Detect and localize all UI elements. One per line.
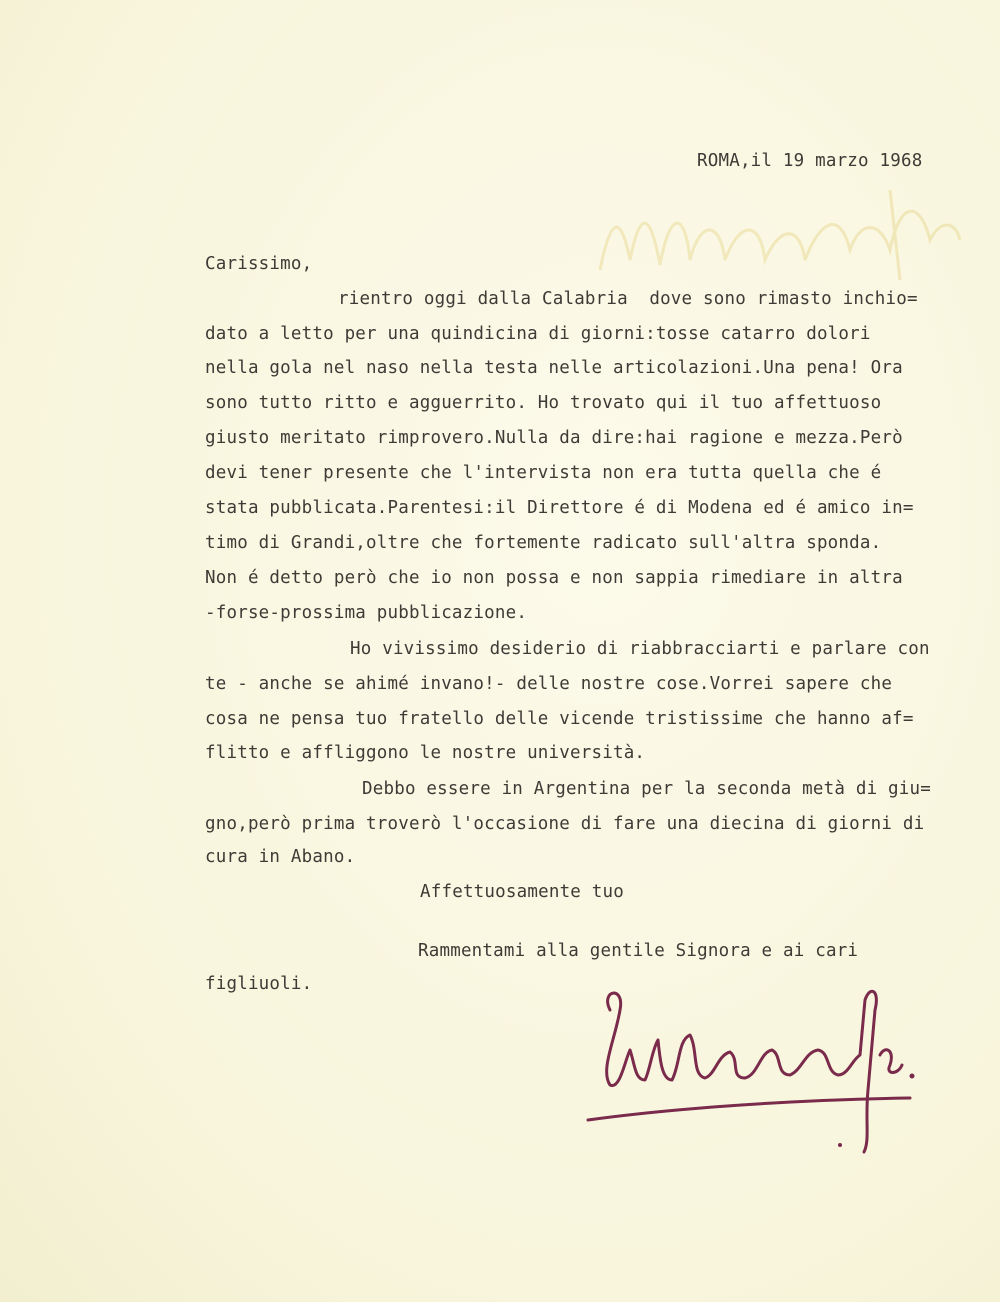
body-line-2: dato a letto per una quindicina di giorni:tosse catarro dolori <box>205 324 871 344</box>
postscript-line-1: Rammentami alla gentile Signora e ai cari <box>418 941 859 961</box>
body-line-9: Non é detto però che io non possa e non sappia rimediare in altra <box>205 568 903 588</box>
body-line-12: te - anche se ahimé invano!- delle nostre cose.Vorrei sapere che <box>205 674 893 694</box>
body-line-15: Debbo essere in Argentina per la seconda metà di giu= <box>362 779 932 799</box>
body-line-6: devi tener presente che l'intervista non era tutta quella che é <box>205 463 882 483</box>
body-line-16: gno,però prima troverò l'occasione di fare una diecina di giorni di <box>205 814 925 834</box>
body-line-8: timo di Grandi,oltre che fortemente radicato sull'altra sponda. <box>205 533 882 553</box>
closing: Affettuosamente tuo <box>420 882 624 902</box>
body-line-14: flitto e affliggono le nostre università. <box>205 743 646 763</box>
body-line-13: cosa ne pensa tuo fratello delle vicende tristissime che hanno af= <box>205 709 914 729</box>
body-line-5: giusto meritato rimprovero.Nulla da dire:hai ragione e mezza.Però <box>205 428 903 448</box>
body-line-17: cura in Abano. <box>205 847 356 867</box>
body-line-3: nella gola nel naso nella testa nelle articolazioni.Una pena! Ora <box>205 358 903 378</box>
salutation: Carissimo, <box>205 254 313 274</box>
handwritten-signature <box>580 980 940 1160</box>
watermark-signature <box>590 180 970 300</box>
body-line-7: stata pubblicata.Parentesi:il Direttore é di Modena ed é amico in= <box>205 498 914 518</box>
body-line-1: rientro oggi dalla Calabria dove sono rimasto inchio= <box>338 289 918 309</box>
body-line-10: -forse-prossima pubblicazione. <box>205 603 528 623</box>
body-line-11: Ho vivissimo desiderio di riabbracciarti e parlare con <box>350 639 930 659</box>
dateline: ROMA,il 19 marzo 1968 <box>697 151 923 171</box>
postscript-line-2: figliuoli. <box>205 974 313 994</box>
body-line-4: sono tutto ritto e agguerrito. Ho trovato qui il tuo affettuoso <box>205 393 882 413</box>
